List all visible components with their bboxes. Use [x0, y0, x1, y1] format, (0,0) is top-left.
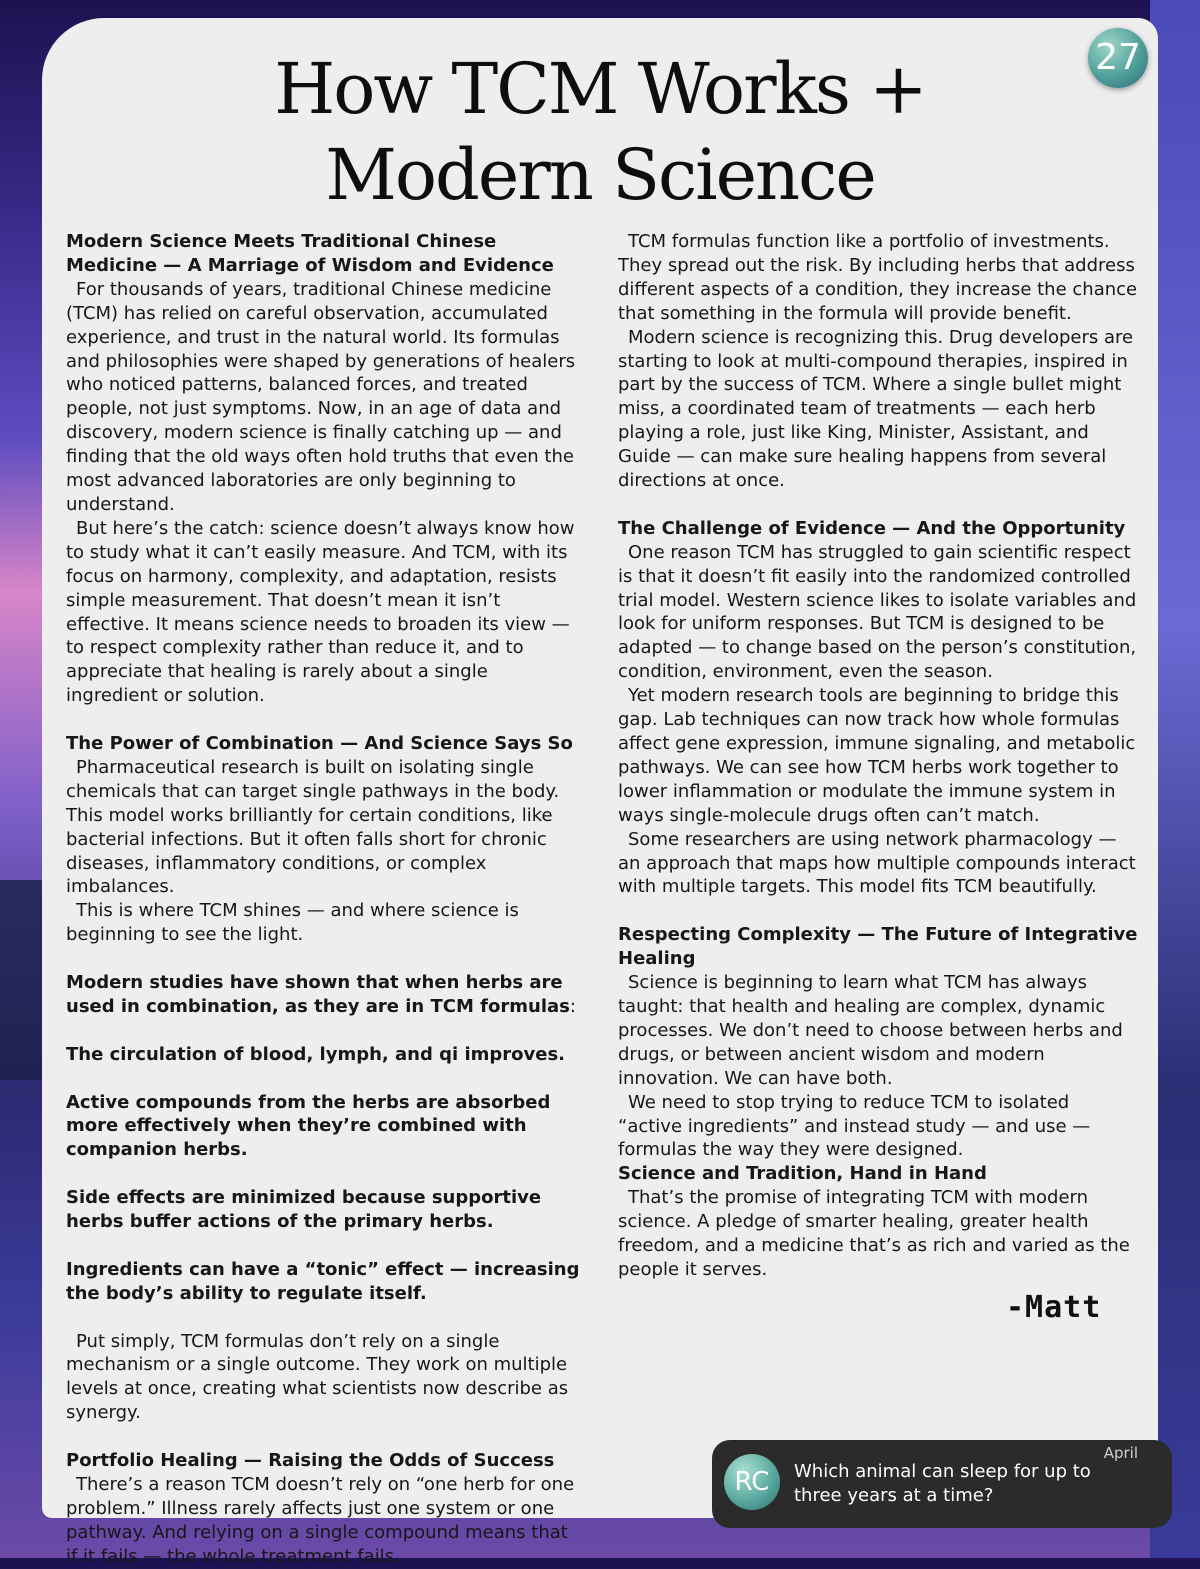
chat-avatar: RC: [724, 1454, 780, 1510]
section-heading: The Power of Combination — And Science Says So: [66, 733, 573, 755]
paragraph: Put simply, TCM formulas don’t rely on a single mechanism or a single outcome. They work on multiple levels at once, creating what scientists now describe as synergy.: [66, 1330, 569, 1424]
page-number-badge: 27: [1088, 28, 1148, 88]
chat-date: April: [1103, 1444, 1138, 1462]
section-heading: The Challenge of Evidence — And the Opportunity: [618, 517, 1126, 539]
paragraph: Yet modern research tools are beginning to bridge this gap. Lab techniques can now track how whole formulas affect gene expression, immune signaling, and metabolic pathways. We can see how TCM herbs work together to lower inflammation or modulate the immune system in ways single-molecule drugs often can’t match.: [618, 685, 1136, 826]
paragraph: Some researchers are using network pharmacology — an approach that maps how multiple compounds interact with multiple targets. This model fits TCM beautifully.: [618, 828, 1136, 898]
bold-intro-colon: :: [569, 995, 576, 1017]
paragraph: There’s a reason TCM doesn’t rely on “one herb for one problem.” Illness rarely affects just one system or one pathway. And relying on a single compound means that if it fails — the whole treatment fails.: [66, 1474, 575, 1567]
author-signature: -Matt: [1006, 1290, 1102, 1325]
paragraph: But here’s the catch: science doesn’t always know how to study what it can’t easily measure. And TCM, with its focus on harmony, complexity, and adaptation, resists simple measurement. That doesn’t mean it isn’t effective. It means science needs to broaden its view — to respect complexity rather than reduce it, and to appreciate that healing is rarely about a single ingredient or solution.: [66, 517, 575, 707]
left-column: [66, 230, 584, 1569]
section-heading: Portfolio Healing — Raising the Odds of Success: [66, 1450, 555, 1472]
paragraph: TCM formulas function like a portfolio of investments. They spread out the risk. By including herbs that address different aspects of a condition, they increase the chance that something in the formula will provide benefit.: [618, 231, 1138, 324]
section-heading: Modern Science Meets Traditional Chinese Medicine — A Marriage of Wisdom and Evidence: [66, 231, 554, 276]
section-heading: Respecting Complexity — The Future of Integrative Healing: [618, 924, 1138, 970]
page-title-line-2: Modern Science: [325, 134, 875, 216]
chat-message: Which animal can sleep for up to three years at a time?: [794, 1461, 1091, 1506]
paragraph: This is where TCM shines — and where science is beginning to see the light.: [66, 900, 519, 946]
paragraph: We need to stop trying to reduce TCM to isolated “active ingredients” and instead study — and use — formulas the way they were designed.: [618, 1091, 1091, 1161]
benefit-item: The circulation of blood, lymph, and qi improves.: [66, 1043, 565, 1065]
paragraph: For thousands of years, traditional Chinese medicine (TCM) has relied on careful observation, accumulated experience, and trust in the natural world. Its formulas and philosophies were shaped by generations of healers who noticed patterns, balanced forces, and treated people, not just symptoms. Now, in an age of data and discovery, modern science is finally catching up — and finding that the old ways often hold truths that even the most advanced laboratories are only beginning to understand.: [66, 278, 576, 515]
paragraph: One reason TCM has struggled to gain scientific respect is that it doesn’t fit easily into the randomized controlled trial model. Western science likes to isolate variables and look for uniform responses. But TCM is designed to be adapted — to change based on the person’s constitution, condition, environment, even the season.: [618, 541, 1137, 683]
benefit-item: Side effects are minimized because supportive herbs buffer actions of the primary herbs.: [66, 1187, 542, 1233]
paragraph: Modern science is recognizing this. Drug developers are starting to look at multi-compound therapies, inspired in part by the success of TCM. Where a single bullet might miss, a coordinated team of treatments — each herb playing a role, just like King, Minister, Assistant, and Guide — can make sure healing happens from several directions at once.: [618, 326, 1134, 492]
page-title-line-1: How TCM Works +: [274, 48, 926, 130]
page-title: [0, 46, 1200, 218]
paragraph: That’s the promise of integrating TCM with modern science. A pledge of smarter healing, greater health freedom, and a medicine that’s as rich and varied as the people it serves.: [618, 1187, 1130, 1280]
chat-notification[interactable]: [712, 1440, 1172, 1528]
section-heading: Science and Tradition, Hand in Hand: [618, 1163, 987, 1185]
right-column: [618, 230, 1138, 1282]
bold-intro-text: Modern studies have shown that when herbs are used in combination, as they are in TCM formulas: [66, 972, 570, 1017]
benefit-item: Active compounds from the herbs are absorbed more effectively when they’re combined with companion herbs.: [66, 1091, 551, 1161]
paragraph: Science is beginning to learn what TCM has always taught: that health and healing are complex, dynamic processes. We don’t need to choose between herbs and drugs, or between ancient wisdom and modern innovation. We can have both.: [618, 972, 1123, 1089]
benefit-item: Ingredients can have a “tonic” effect — increasing the body’s ability to regulate itself.: [66, 1258, 580, 1304]
paragraph: Pharmaceutical research is built on isolating single chemicals that can target single pathways in the body. This model works brilliantly for certain conditions, like bacterial infections. But it often falls short for chronic diseases, inflammatory conditions, or complex imbalances.: [66, 756, 560, 898]
bold-intro: [66, 971, 584, 1019]
